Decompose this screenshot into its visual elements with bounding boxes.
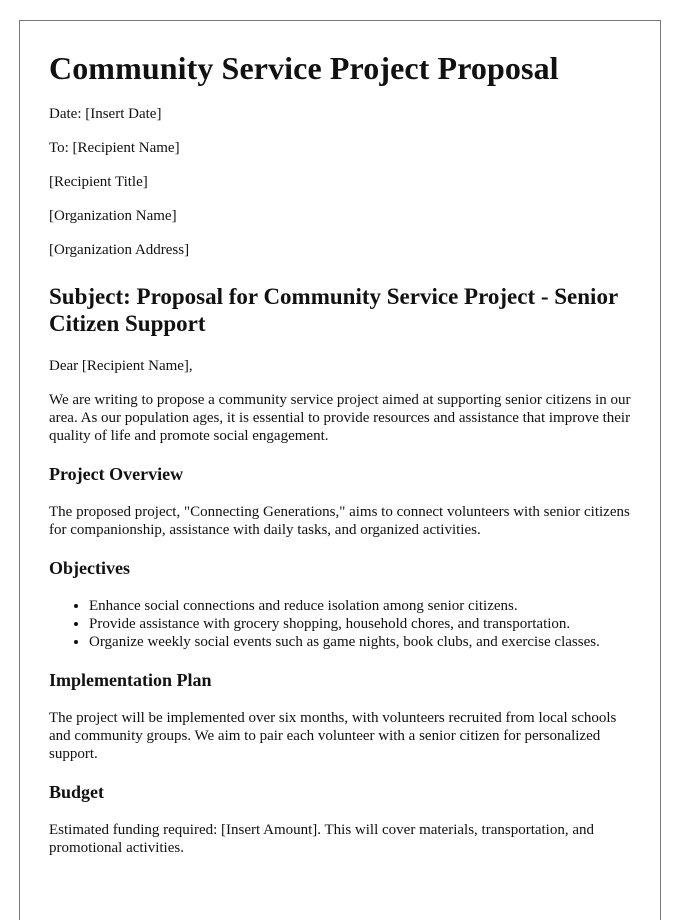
list-item: • Provide assistance with grocery shopping, household chores, and transportation.: [89, 615, 631, 633]
recipient-title-line: [Recipient Title]: [49, 174, 148, 190]
list-item: • Organize weekly social events such as game nights, book clubs, and exercise classes.: [89, 633, 631, 651]
document-page: [19, 20, 661, 920]
objectives-heading: Objectives: [49, 558, 130, 578]
intro-paragraph: We are writing to propose a community service project aimed at supporting senior citizens in our area. As our population ages, it is essential to provide resources and assistance that improve their quality of life and promote social engagement.: [49, 392, 631, 444]
overview-paragraph: The proposed project, "Connecting Generations," aims to connect volunteers with senior citizens for companionship, assistance with daily tasks, and organized activities.: [49, 504, 630, 538]
organization-name-line: [Organization Name]: [49, 208, 177, 224]
salutation: Dear [Recipient Name],: [49, 358, 193, 374]
date-line: Date: [Insert Date]: [49, 106, 162, 122]
implementation-paragraph: The project will be implemented over six months, with volunteers recruited from local schools and community groups. We aim to pair each volunteer with a senior citizen for personalized support.: [49, 710, 617, 762]
document-title: Community Service Project Proposal: [49, 50, 559, 86]
subject-heading: Subject: Proposal for Community Service Project - Senior Citizen Support: [49, 284, 618, 336]
budget-paragraph: Estimated funding required: [Insert Amount]. This will cover materials, transportation, and promotional activities.: [49, 822, 595, 856]
list-item: • Enhance social connections and reduce isolation among senior citizens.: [89, 597, 631, 615]
recipient-line: To: [Recipient Name]: [49, 140, 180, 156]
budget-heading: Budget: [49, 782, 105, 802]
objectives-list: [49, 597, 631, 651]
implementation-heading: Implementation Plan: [49, 670, 212, 690]
organization-address-line: [Organization Address]: [49, 242, 190, 258]
overview-heading: Project Overview: [49, 464, 184, 484]
